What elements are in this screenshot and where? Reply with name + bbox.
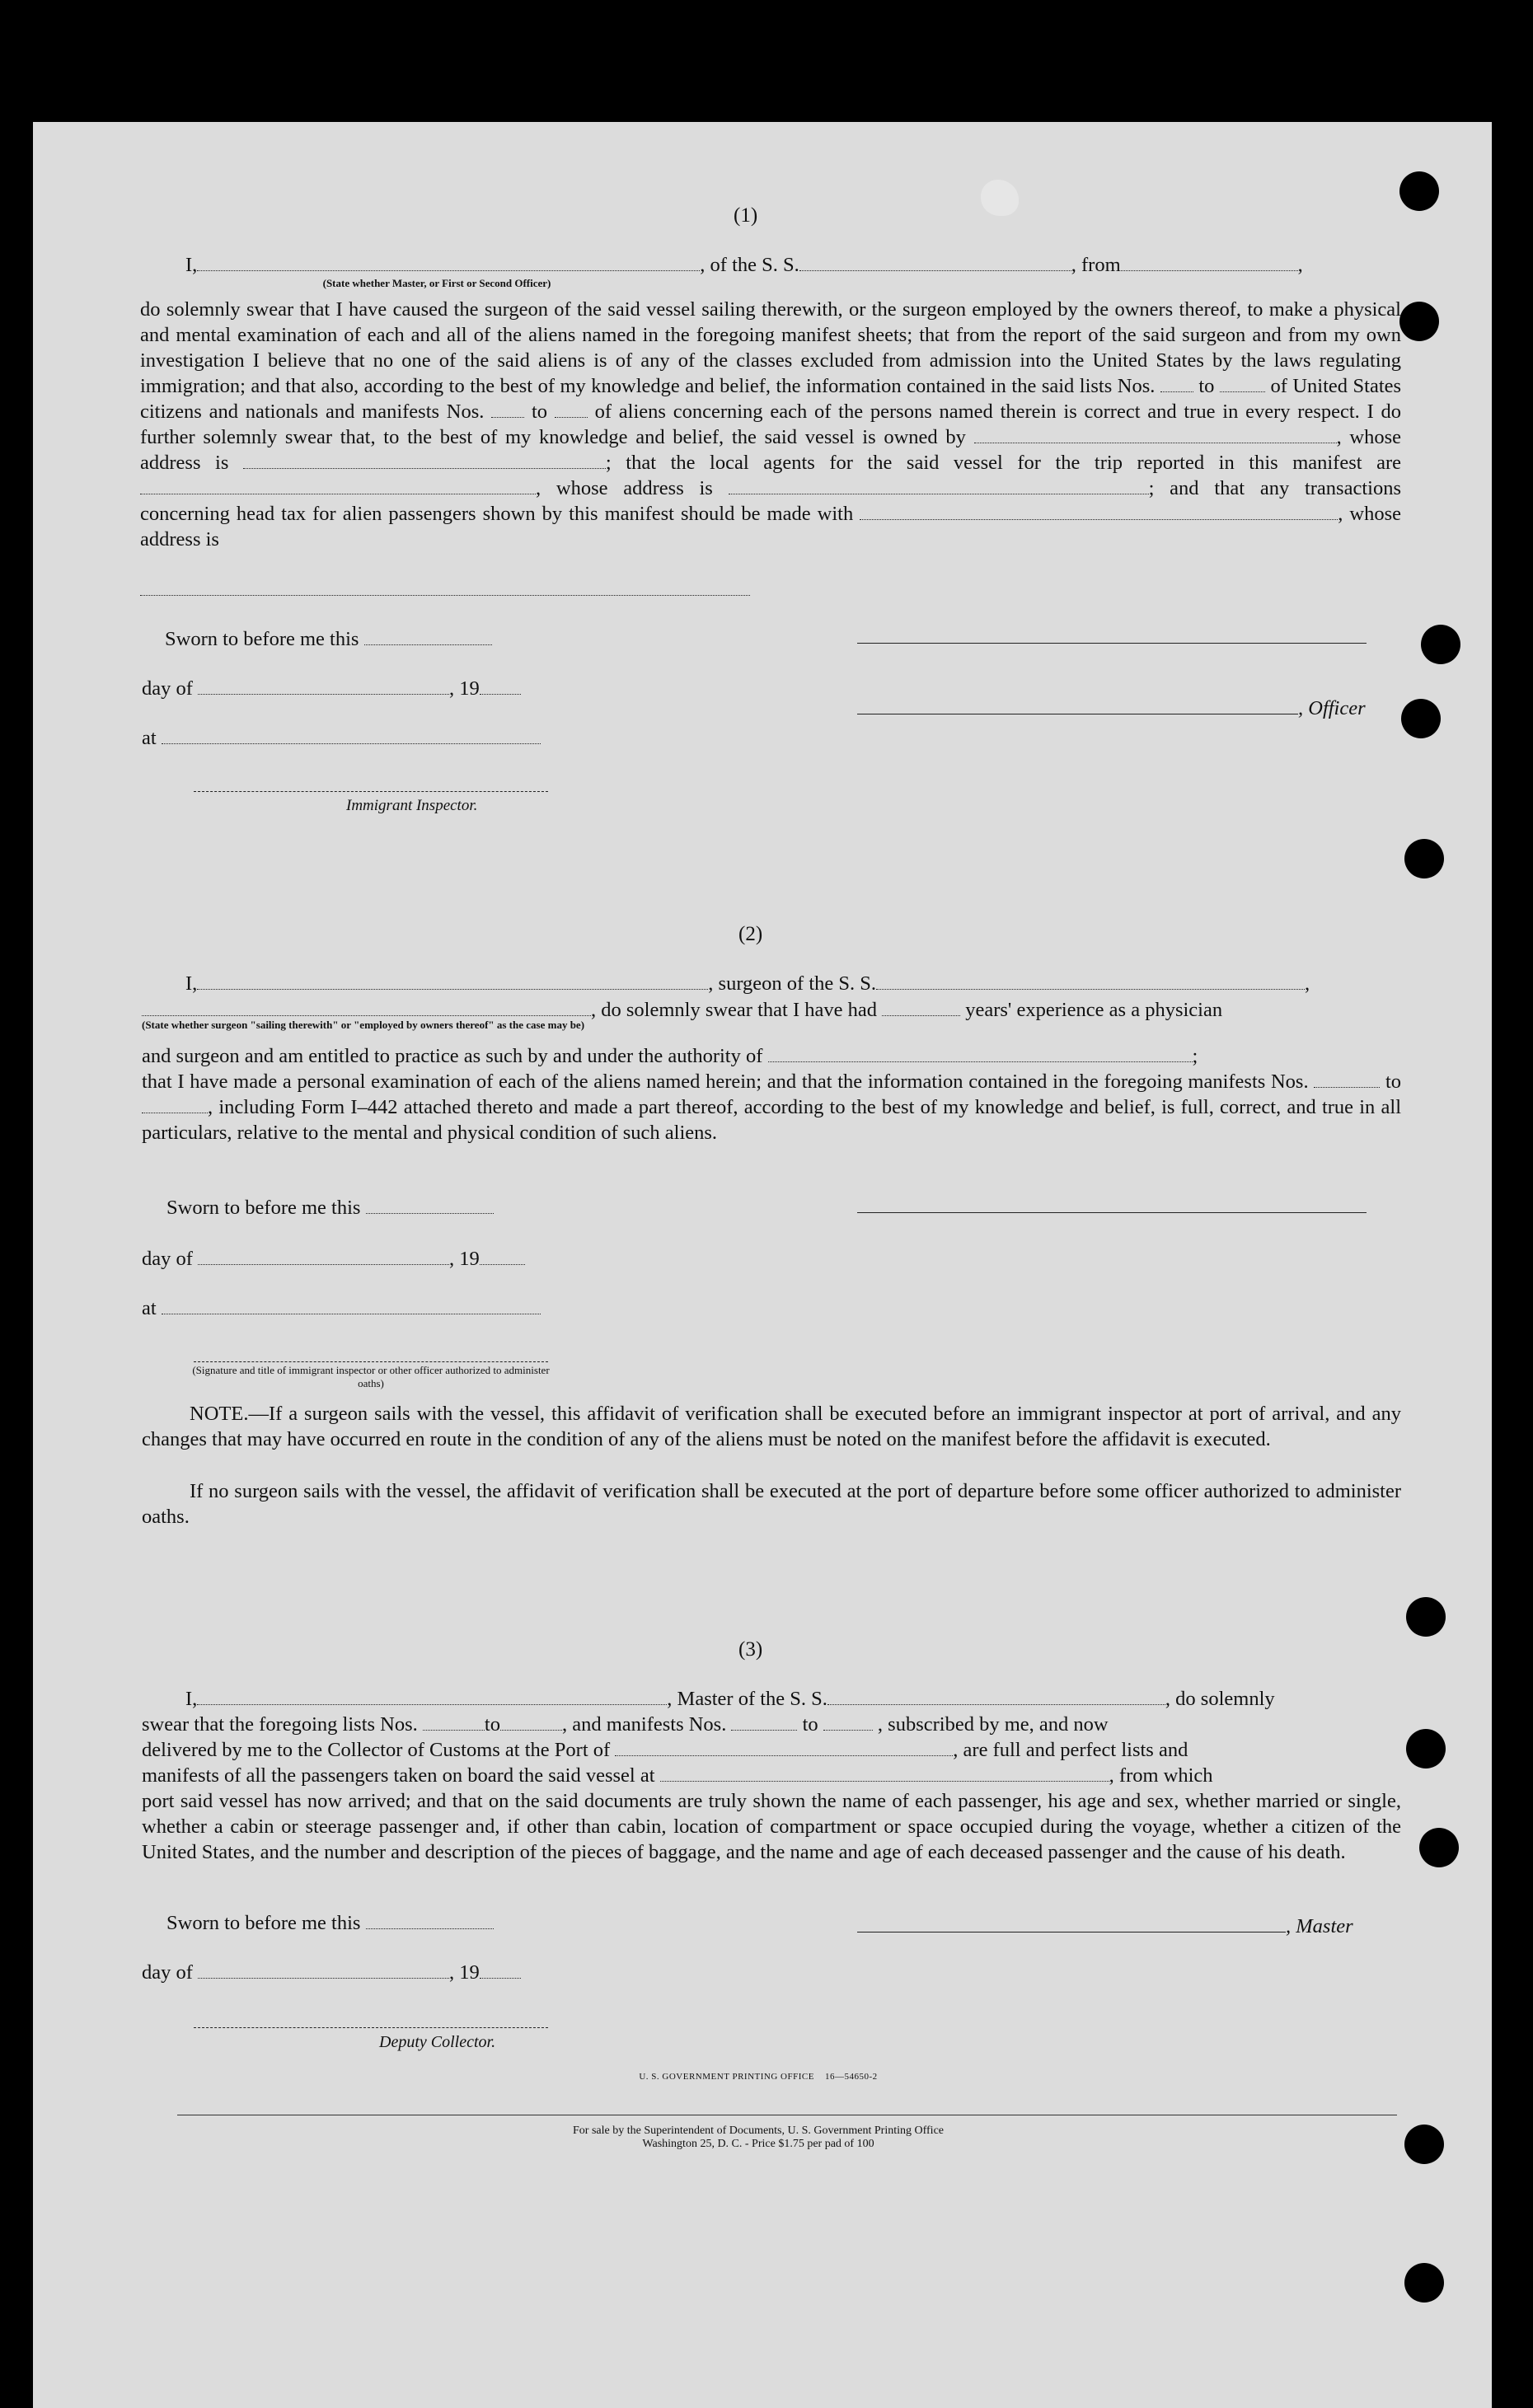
binder-hole	[1401, 699, 1441, 738]
s1-day-of: day of , 19	[142, 676, 521, 701]
s3-line3: delivered by me to the Collector of Customs at the Port of , are full and perfect lists and	[142, 1739, 1188, 1761]
s2-inspector-signature-line	[194, 1361, 548, 1362]
s1-immigrant-inspector: Immigrant Inspector.	[346, 797, 478, 814]
sale-notice-2: Washington 25, D. C. - Price $1.75 per pad of 100	[642, 2138, 874, 2150]
s1-officer-note: (State whether Master, or First or Second Officer)	[322, 277, 551, 289]
s3-day-of: day of , 19	[142, 1960, 521, 1985]
binder-hole	[1404, 839, 1444, 878]
s3-line1: I, , Master of the S. S. , do solemnly	[185, 1688, 1275, 1710]
sale-notice-1: For sale by the Superintendent of Documents, U. S. Government Printing Office	[573, 2125, 944, 2137]
s2-line2: , do solemnly swear that I have had years' experience as a physician	[142, 997, 1222, 1023]
binder-hole	[1406, 1729, 1446, 1769]
s1-inspector-signature-line	[194, 791, 548, 792]
binder-hole	[1419, 1828, 1459, 1867]
s1-officer-signature: , Officer	[857, 696, 1366, 721]
s2-signature-note: (Signature and title of immigrant inspector or other officer authorized to administer oaths)	[192, 1364, 550, 1389]
s1-sworn: Sworn to before me this	[165, 626, 492, 652]
s1-address-continuation-line	[140, 595, 750, 596]
s2-surgeon-note: (State whether surgeon "sailing therewith" or "employed by owners thereof" as the case may be)	[142, 1019, 585, 1031]
binder-hole	[1421, 625, 1460, 664]
s2-surgeon-signature-line	[857, 1212, 1367, 1213]
gpo-imprint: U. S. GOVERNMENT PRINTING OFFICE 16—54650-2	[639, 2072, 878, 2082]
s1-oath-text: do solemnly swear that I have caused the surgeon of the said vessel sailing therewith, or the surgeon employed by the owners thereof, to make a physical and mental examination of each and all of the aliens named in the foregoing manifest sheets; that from the report of the said surgeon and from my own investigation I believe that no one of the said aliens is of any of the classes excluded from admission into the United States by the laws regulating immigration; and that also, according to the best of my knowledge and belief, the information contained in the said lists Nos. to of United States citizens and nationals and manifests Nos. to of aliens concerning each of the persons named therein is correct and true in every respect. I do further solemnly swear that, to the best of my knowledge and belief, the said vessel is owned by , whose address is ; that the local agents for the said vessel for the trip reported in this manifest are , whose address is ; and that any transactions concerning head tax for alien passengers shown by this manifest should be made with , whose address is	[140, 298, 1402, 550]
s3-deputy-signature-line	[194, 2027, 548, 2028]
s2-practice: and surgeon and am entitled to practice as such by and under the authority of ;	[142, 1045, 1198, 1067]
s1-at: at	[142, 725, 541, 751]
section-1-number: (1)	[734, 204, 758, 227]
s1-master-signature-line	[857, 643, 1367, 644]
s2-at: at	[142, 1295, 541, 1321]
s3-deputy-collector: Deputy Collector.	[379, 2033, 496, 2051]
s2-note-2: If no surgeon sails with the vessel, the affidavit of verification shall be executed at the port of departure before some officer authorized to administer oaths.	[142, 1480, 1401, 1528]
section-2-number: (2)	[738, 923, 763, 945]
s2-line1: I, , surgeon of the S. S. ,	[185, 972, 1310, 995]
s2-note: NOTE.—If a surgeon sails with the vessel, this affidavit of verification shall be executed before an immigrant inspector at port of arrival, and any changes that may have occurred en route in the condition of any of the aliens must be noted on the manifest before the affidavit is executed.	[142, 1403, 1401, 1450]
binder-hole	[1399, 302, 1439, 341]
s2-oath-text: that I have made a personal examination of each of the aliens named herein; and that the information contained in the foregoing manifests Nos. to , including Form I–442 attached thereto and made a part thereof, according to the best of my knowledge and belief, is full, correct, and true in all particulars, relative to the mental and physical condition of such aliens.	[142, 1070, 1402, 1144]
s2-day-of: day of , 19	[142, 1246, 525, 1272]
torn-corner	[981, 180, 1019, 216]
section-3-number: (3)	[738, 1638, 763, 1661]
form-sheet	[33, 122, 1492, 2408]
binder-hole	[1404, 2263, 1444, 2303]
s1-line1: I, , of the S. S. , from ,	[185, 254, 1303, 276]
binder-hole	[1399, 171, 1439, 211]
binder-hole	[1404, 2125, 1444, 2164]
binder-hole	[1406, 1597, 1446, 1637]
s3-line4: manifests of all the passengers taken on board the said vessel at , from which	[142, 1764, 1213, 1787]
s2-sworn: Sworn to before me this	[166, 1195, 494, 1220]
s3-master-signature: , Master	[857, 1914, 1353, 1939]
s3-oath-text: port said vessel has now arrived; and that on the said documents are truly shown the name of each passenger, his age and sex, whether married or single, whether a cabin or steerage passenger and, if other than cabin, location of compartment or space occupied during the voyage, whether a citizen of the United States, and the number and description of the pieces of baggage, and the name and age of each deceased passenger and the cause of his death.	[142, 1790, 1401, 1863]
s3-line2: swear that the foregoing lists Nos. to , and manifests Nos. to , subscribed by me, and now	[142, 1713, 1109, 1736]
s3-sworn: Sworn to before me this	[166, 1910, 494, 1936]
